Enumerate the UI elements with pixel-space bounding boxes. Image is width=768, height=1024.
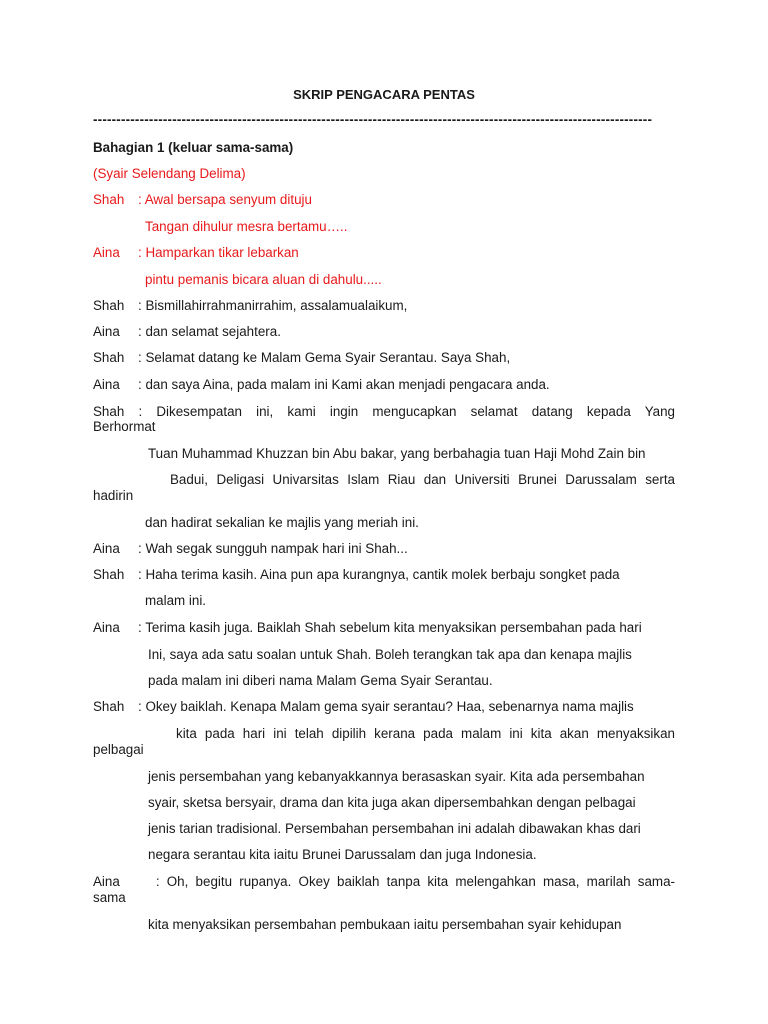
syair-title: (Syair Selendang Delima): [93, 166, 246, 181]
script-line: [93, 350, 510, 366]
script-line: [93, 404, 675, 420]
script-line: kita pada hari ini telah dipilih kerana pada malam ini kita akan menyaksikan: [176, 726, 675, 741]
speaker-name: Shah: [93, 192, 125, 207]
script-line: [93, 699, 634, 715]
speaker-name: Shah: [93, 567, 125, 582]
line-text: : Dikesempatan ini, kami ingin mengucapkan selamat datang kepada Yang: [138, 404, 675, 419]
speaker-name: Aina: [93, 620, 120, 635]
script-line: kita menyaksikan persembahan pembukaan iaitu persembahan syair kehidupan: [148, 917, 622, 932]
script-line: [93, 567, 620, 583]
script-line: [93, 874, 675, 890]
script-line: sama: [93, 890, 126, 905]
line-text: : dan saya Aina, pada malam ini Kami akan menjadi pengacara anda.: [138, 377, 550, 392]
script-line: Berhormat: [93, 419, 156, 434]
script-line: Badui, Deligasi Univarsitas Islam Riau dan Universiti Brunei Darussalam serta: [170, 472, 675, 487]
line-text: : Terima kasih juga. Baiklah Shah sebelum kita menyaksikan persembahan pada hari: [138, 620, 642, 635]
script-line: Tangan dihulur mesra bertamu…..: [145, 219, 348, 234]
speaker-name: Shah: [93, 350, 125, 365]
line-text: : Okey baiklah. Kenapa Malam gema syair serantau? Haa, sebenarnya nama majlis: [138, 699, 634, 714]
script-line: pintu pemanis bicara aluan di dahulu.....: [145, 272, 382, 287]
line-text: : Oh, begitu rupanya. Okey baiklah tanpa kita melengahkan masa, marilah sama-: [155, 874, 675, 889]
script-line: [93, 192, 312, 208]
section-heading: Bahagian 1 (keluar sama-sama): [93, 140, 294, 155]
speaker-name: Aina: [93, 245, 120, 260]
script-line: jenis persembahan yang kebanyakkannya berasaskan syair. Kita ada persembahan: [148, 769, 645, 784]
speaker-name: Aina: [93, 377, 120, 392]
line-text: : Hamparkan tikar lebarkan: [138, 245, 299, 260]
script-line: negara serantau kita iaitu Brunei Darussalam dan juga Indonesia.: [148, 847, 537, 862]
line-text: : Awal bersapa senyum dituju: [138, 192, 312, 207]
script-line: [93, 324, 281, 340]
line-text: : dan selamat sejahtera.: [138, 324, 281, 339]
page-title: SKRIP PENGACARA PENTAS: [293, 87, 475, 102]
speaker-name: Aina: [93, 874, 120, 889]
script-line: Tuan Muhammad Khuzzan bin Abu bakar, yang berbahagia tuan Haji Mohd Zain bin: [148, 446, 646, 461]
separator-line: ------------------------------------------------------------------------------------------------------------------------: [93, 112, 653, 127]
script-line: jenis tarian tradisional. Persembahan persembahan ini adalah dibawakan khas dari: [148, 821, 641, 836]
speaker-name: Aina: [93, 324, 120, 339]
script-line: [93, 298, 407, 314]
line-text: : Haha terima kasih. Aina pun apa kurangnya, cantik molek berbaju songket pada: [138, 567, 620, 582]
script-line: [93, 245, 299, 261]
script-line: pada malam ini diberi nama Malam Gema Syair Serantau.: [148, 673, 493, 688]
script-line: hadirin: [93, 488, 134, 503]
speaker-name: Shah: [93, 699, 125, 714]
script-line: [93, 541, 408, 557]
line-text: : Bismillahirrahmanirrahim, assalamualaikum,: [138, 298, 408, 313]
script-line: [93, 377, 550, 393]
speaker-name: Aina: [93, 541, 120, 556]
script-line: malam ini.: [145, 593, 207, 608]
script-line: dan hadirat sekalian ke majlis yang meriah ini.: [145, 515, 419, 530]
speaker-name: Shah: [93, 298, 125, 313]
script-line: syair, sketsa bersyair, drama dan kita juga akan dipersembahkan dengan pelbagai: [148, 795, 636, 810]
script-line: [93, 620, 642, 636]
line-text: : Selamat datang ke Malam Gema Syair Serantau. Saya Shah,: [138, 350, 511, 365]
line-text: : Wah segak sungguh nampak hari ini Shah...: [138, 541, 408, 556]
script-line: pelbagai: [93, 742, 144, 757]
script-line: Ini, saya ada satu soalan untuk Shah. Boleh terangkan tak apa dan kenapa majlis: [148, 647, 632, 662]
speaker-name: Shah: [93, 404, 125, 419]
